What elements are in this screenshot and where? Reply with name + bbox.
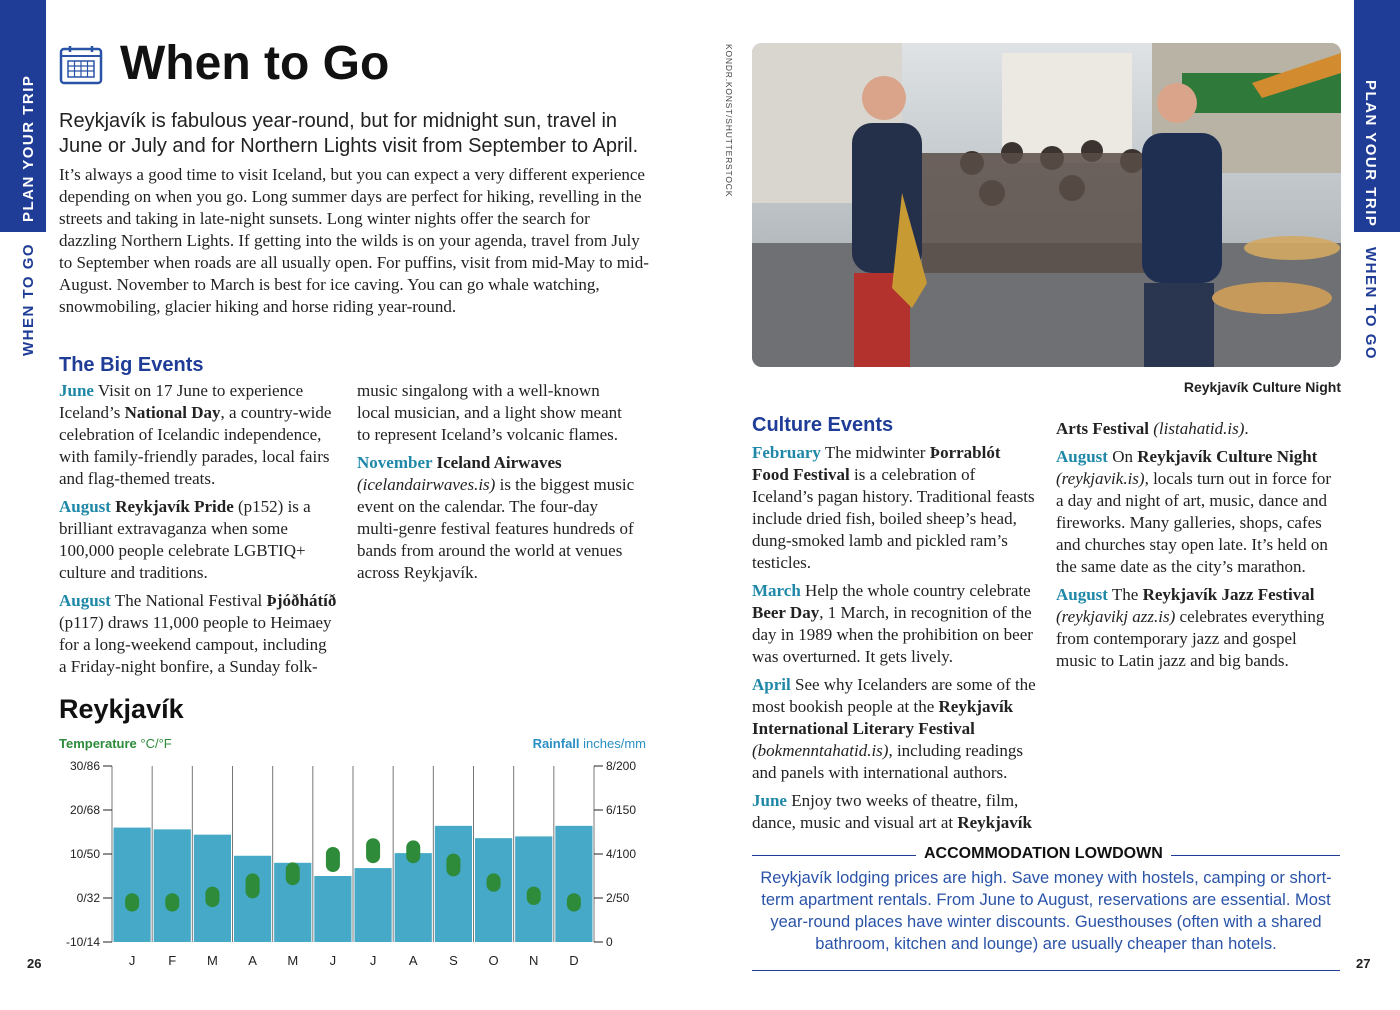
- rainfall-bar: [314, 876, 351, 942]
- temperature-marker: [246, 873, 260, 898]
- event-month: November: [357, 453, 433, 472]
- event-april: April See why Icelanders are some of the most bookish people at the Reykjavík International Literary Festival (bokmenntahatid.is), including readings and panels with international authors.: [752, 675, 1036, 782]
- temperature-tick-label: 0/32: [76, 891, 100, 905]
- side-tab-plan-label: PLAN YOUR TRIP: [20, 74, 37, 222]
- rainfall-axis-label: Rainfall inches/mm: [532, 736, 646, 751]
- temperature-marker: [366, 838, 380, 863]
- event-march: March Help the whole country celebrate Beer Day, 1 March, in recognition of the day in 1989 when the prohibition on beer was overturned. It gets lively.: [752, 581, 1033, 666]
- event-month: August: [59, 591, 111, 610]
- event-february: February The midwinter Þorrablót Food Festival is a celebration of Iceland’s pagan history. Traditional feasts include dried fish, boiled sheep’s head, dung-smoked lamb and pickled ram’s testicles.: [752, 443, 1035, 572]
- photo-caption: Reykjavík Culture Night: [1183, 379, 1341, 395]
- month-label: O: [488, 953, 499, 968]
- rainfall-bar: [555, 826, 592, 942]
- event-august-pride: August Reykjavík Pride (p152) is a brilliant extravaganza when some 100,000 people celebrate LGBTIQ+ culture and traditions.: [59, 497, 311, 582]
- event-august-festival: August The National Festival Þjóðhátíð (p117) draws 11,000 people to Heimaey for a long-weekend campout, including a Friday-night bonfire, a Sunday folk-music singalong with a well-known local musician, and a light show meant to represent Iceland’s volcanic flames.: [59, 381, 622, 676]
- temperature-marker: [165, 893, 179, 911]
- temperature-tick-label: 20/68: [69, 803, 100, 817]
- month-label: M: [287, 953, 299, 968]
- side-tab-plan-label-right: PLAN YOUR TRIP: [1362, 80, 1379, 228]
- temperature-marker: [567, 893, 581, 911]
- rainfall-bar: [355, 868, 392, 942]
- photo-credit: KONDR.KONST/SHUTTERSTOCK: [724, 44, 734, 198]
- month-label: A: [248, 953, 257, 968]
- rainfall-bar: [395, 853, 432, 942]
- rainfall-tick-label: 8/200: [606, 759, 637, 773]
- temperature-marker: [487, 873, 501, 891]
- lead-paragraph: Reykjavík is fabulous year-round, but for midnight sun, travel in June or July and for Northern Lights visit from September to April.: [59, 110, 639, 157]
- month-label: D: [569, 953, 579, 968]
- rainfall-tick-label: 2/50: [606, 891, 630, 905]
- event-june-arts: June Enjoy two weeks of theatre, film, dance, music and visual art at Reykjavík Arts Festival (listahatid.is).: [752, 419, 1249, 832]
- rainfall-bar: [114, 828, 151, 942]
- intro-paragraph: It’s always a good time to visit Iceland, but you can expect a very different experience depending on when you go. Long summer days are perfect for hiking, revelling in the streets and taking in late-night sunsets. Long winter nights offer the search for dazzling Northern Lights. If getting into the wilds is on your agenda, travel from July to September when roads are all usually open. For puffins, visit from mid-May to mid-August. November to March is best for ice caving. You can go whale watching, snowmobiling, glacier hiking and horse riding year-round.: [59, 165, 649, 316]
- event-month: June: [59, 381, 94, 400]
- temperature-marker: [286, 862, 300, 885]
- event-month: August: [59, 497, 111, 516]
- accommodation-text: Reykjavík lodging prices are high. Save money with hostels, camping or short-term apartment rentals. From June to August, reservations are essential. Most year-round places have winter discounts. Guesthouses (often with a shared bathroom, kitchen and lounge) are usually cheaper than hotels.: [760, 869, 1332, 953]
- photo-credit-wrap: [724, 44, 749, 244]
- month-label: F: [168, 953, 177, 968]
- rainfall-bar: [234, 856, 271, 942]
- page-title: When to Go: [120, 37, 390, 90]
- month-label: N: [529, 953, 539, 968]
- rainfall-tick-label: 6/150: [606, 803, 637, 817]
- temperature-tick-label: 30/86: [69, 759, 100, 773]
- month-label: J: [329, 953, 337, 968]
- big-events-columns: [59, 380, 635, 690]
- event-august-jazz: August The Reykjavík Jazz Festival (reykjavikj azz.is) celebrates everything from contemporary jazz and gospel music to Latin jazz and big bands.: [1056, 585, 1325, 670]
- culture-events-heading: Culture Events: [752, 414, 894, 436]
- temperature-marker: [527, 887, 541, 905]
- temperature-marker: [406, 840, 420, 863]
- accommodation-bottom-rule: [752, 970, 1340, 971]
- temperature-marker: [446, 854, 460, 877]
- page-number-left: 26: [27, 956, 42, 971]
- big-events-heading: The Big Events: [59, 354, 204, 376]
- temperature-marker: [326, 847, 340, 872]
- calendar-icon: [59, 45, 103, 85]
- heading-spacer: [752, 418, 1036, 442]
- month-label: J: [369, 953, 377, 968]
- rainfall-bar: [154, 829, 191, 942]
- temperature-tick-label: -10/14: [65, 935, 100, 949]
- temperature-marker: [125, 893, 139, 911]
- temperature-marker: [205, 887, 219, 908]
- event-november: November Iceland Airwaves (icelandairwaves.is) is the biggest music event on the calendar. The four-day multi-genre festival features hundreds of bands from around the world at venues across Reykjavík.: [357, 453, 635, 582]
- event-august-culture-night: August On Reykjavík Culture Night (reykjavik.is), locals turn out in force for a day and night of art, music, dance and fireworks. Many galleries, shops, cafes and churches stay open late. It’s held on the same date as the city’s marathon.: [1056, 447, 1332, 576]
- rainfall-tick-label: 0: [606, 935, 613, 949]
- rainfall-tick-label: 4/100: [606, 847, 637, 861]
- climate-chart: [50, 755, 660, 975]
- temperature-axis-label: Temperature °C/°F: [59, 736, 172, 751]
- month-label: A: [408, 953, 418, 968]
- month-label: J: [128, 953, 136, 968]
- page-number-right: 27: [1356, 956, 1371, 971]
- side-tab-section-label-right: WHEN TO GO: [1362, 247, 1379, 361]
- culture-events-columns: [752, 418, 1340, 838]
- culture-night-photo: [752, 43, 1341, 367]
- rainfall-bar: [435, 826, 472, 942]
- month-label: S: [449, 953, 458, 968]
- month-label: M: [206, 953, 218, 968]
- side-tab-section-label: WHEN TO GO: [20, 242, 37, 356]
- event-june: June Visit on 17 June to experience Iceland’s National Day, a country-wide celebration of Icelandic independence, with family-friendly parades, local fairs and flag-themed treats.: [59, 381, 332, 488]
- temperature-tick-label: 10/50: [69, 847, 100, 861]
- chart-title: Reykjavík: [59, 694, 184, 724]
- accommodation-heading: ACCOMMODATION LOWDOWN: [916, 845, 1171, 863]
